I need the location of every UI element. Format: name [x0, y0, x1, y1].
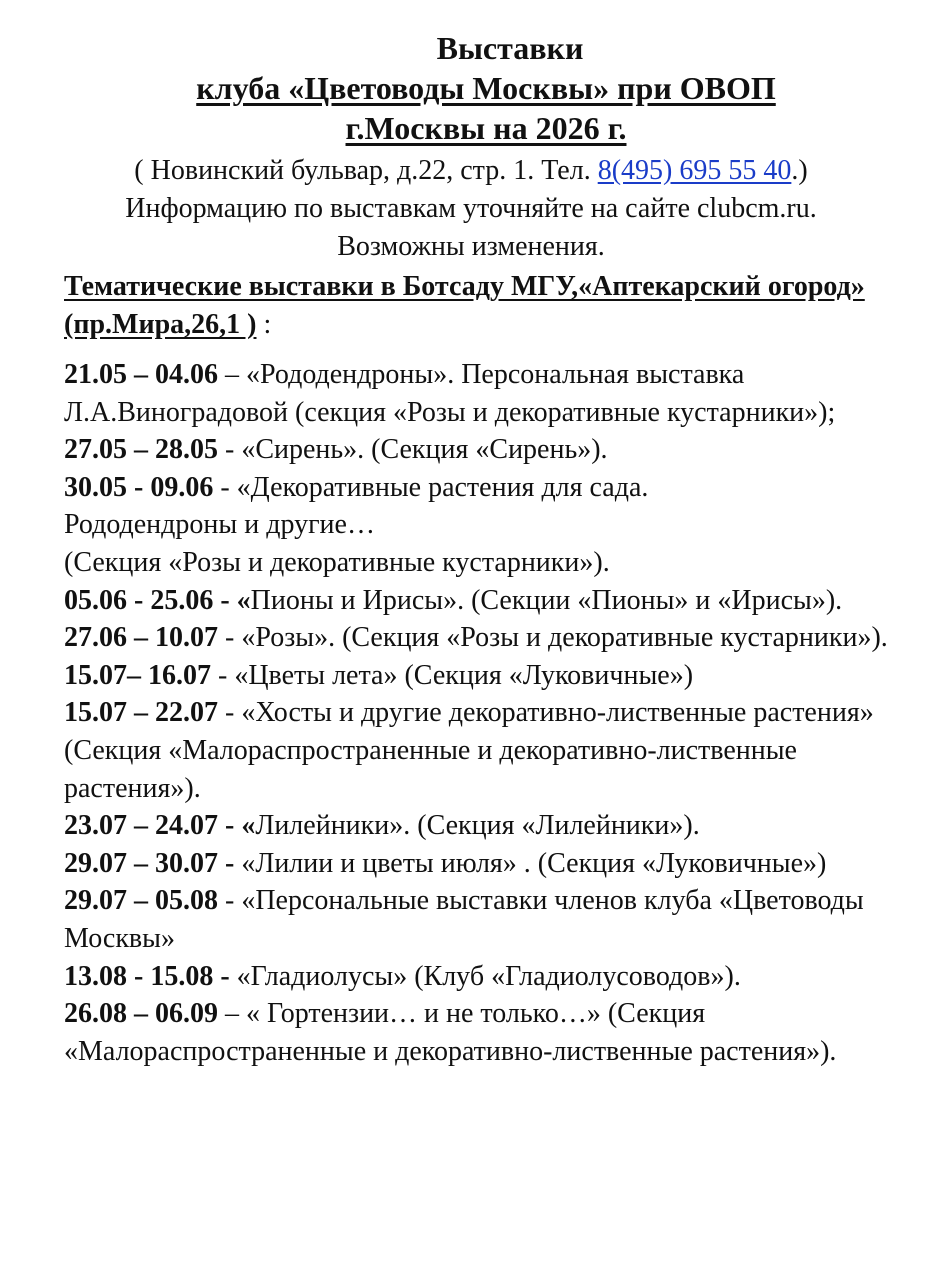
- exhibition-entry: [64, 657, 894, 695]
- exhibition-dates: 29.07 – 30.07 -: [64, 847, 235, 879]
- exhibition-description: Пионы и Ирисы». (Секции «Пионы» и «Ирисы»).: [250, 584, 843, 616]
- address-suffix: .): [791, 155, 808, 186]
- exhibition-dates: 30.05 - 09.06: [64, 471, 214, 503]
- exhibition-section-note: (Секция «Розы и декоративные кустарники»).: [64, 546, 610, 578]
- changes-notice: Возможны изменения.: [337, 231, 605, 262]
- document-subtitle-club: клуба «Цветоводы Москвы» при ОВОП: [196, 70, 776, 106]
- exhibition-entry: [64, 845, 894, 883]
- section-heading: [64, 268, 904, 344]
- exhibition-entry: [64, 582, 894, 620]
- exhibition-entry: [64, 431, 894, 469]
- exhibition-entry: [64, 694, 894, 807]
- exhibition-description: - «Розы». (Секция «Розы и декоративные кустарники»).: [218, 622, 888, 654]
- document-subtitle-year: г.Москвы на 2026 г.: [345, 110, 627, 146]
- exhibition-description: - «Цветы лета» (Секция «Луковичные»): [211, 659, 694, 691]
- address-line: [0, 152, 942, 190]
- exhibition-description: - «Персональные выставки членов клуба «Цветоводы Москвы»: [64, 885, 864, 954]
- exhibition-entry: [64, 958, 894, 996]
- exhibition-dates: 27.06 – 10.07: [64, 622, 218, 654]
- exhibition-dates: 13.08 - 15.08 -: [64, 960, 230, 992]
- document-title: Выставки: [436, 30, 584, 66]
- exhibition-entry: [64, 882, 894, 957]
- exhibition-dates: 05.06 - 25.06 - «: [64, 584, 251, 616]
- exhibition-description: – « Гортензии… и не только…» (Секция «Малораспространенные и декоративно-лиственные растения»).: [64, 998, 837, 1067]
- info-line: Информацию по выставкам уточняйте на сайте clubcm.ru.: [125, 193, 817, 224]
- phone-link[interactable]: 8(495) 695 55 40: [597, 155, 792, 186]
- section-heading-colon: :: [256, 309, 272, 340]
- exhibition-dates: 15.07– 16.07: [64, 659, 211, 691]
- exhibition-dates: 15.07 – 22.07: [64, 697, 218, 729]
- exhibition-description: «Гладиолусы» (Клуб «Гладиолусоводов»).: [229, 960, 741, 992]
- exhibition-dates: 21.05 – 04.06: [64, 359, 218, 390]
- exhibition-list: [64, 356, 894, 1070]
- exhibition-entry: [64, 807, 894, 845]
- exhibition-description: - «Хосты и другие декоративно-лиственные растения» (Секция «Малораспространенные и декоративно-лиственные растения»).: [64, 697, 874, 804]
- exhibition-dates: 23.07 – 24.07 - «: [64, 810, 256, 842]
- exhibition-description: Лилейники». (Секция «Лилейники»).: [255, 810, 700, 842]
- exhibition-dates: 27.05 – 28.05: [64, 434, 218, 466]
- address-text: ( Новинский бульвар, д.22, стр. 1. Тел.: [134, 155, 598, 186]
- exhibition-description: - «Сирень». (Секция «Сирень»).: [218, 434, 608, 466]
- exhibition-entry: [64, 469, 894, 582]
- section-heading-text: Тематические выставки в Ботсаду МГУ,«Аптекарский огород» (пр.Мира,26,1 ): [64, 271, 865, 340]
- exhibition-dates: 29.07 – 05.08: [64, 885, 218, 917]
- exhibition-dates: 26.08 – 06.09: [64, 998, 218, 1030]
- exhibition-description: «Лилии и цветы июля» . (Секция «Луковичные»): [234, 847, 827, 879]
- exhibition-entry: [64, 356, 894, 431]
- exhibition-entry: [64, 619, 894, 657]
- exhibition-entry: [64, 995, 894, 1070]
- exhibition-description: – «Рододендроны». Персональная выставка Л.А.Виноградовой (секция «Розы и декоративные кустарники»);: [64, 359, 836, 428]
- exhibition-description: - «Декоративные растения для сада.: [213, 471, 649, 503]
- exhibition-description-continued: Рододендроны и другие…: [64, 509, 375, 541]
